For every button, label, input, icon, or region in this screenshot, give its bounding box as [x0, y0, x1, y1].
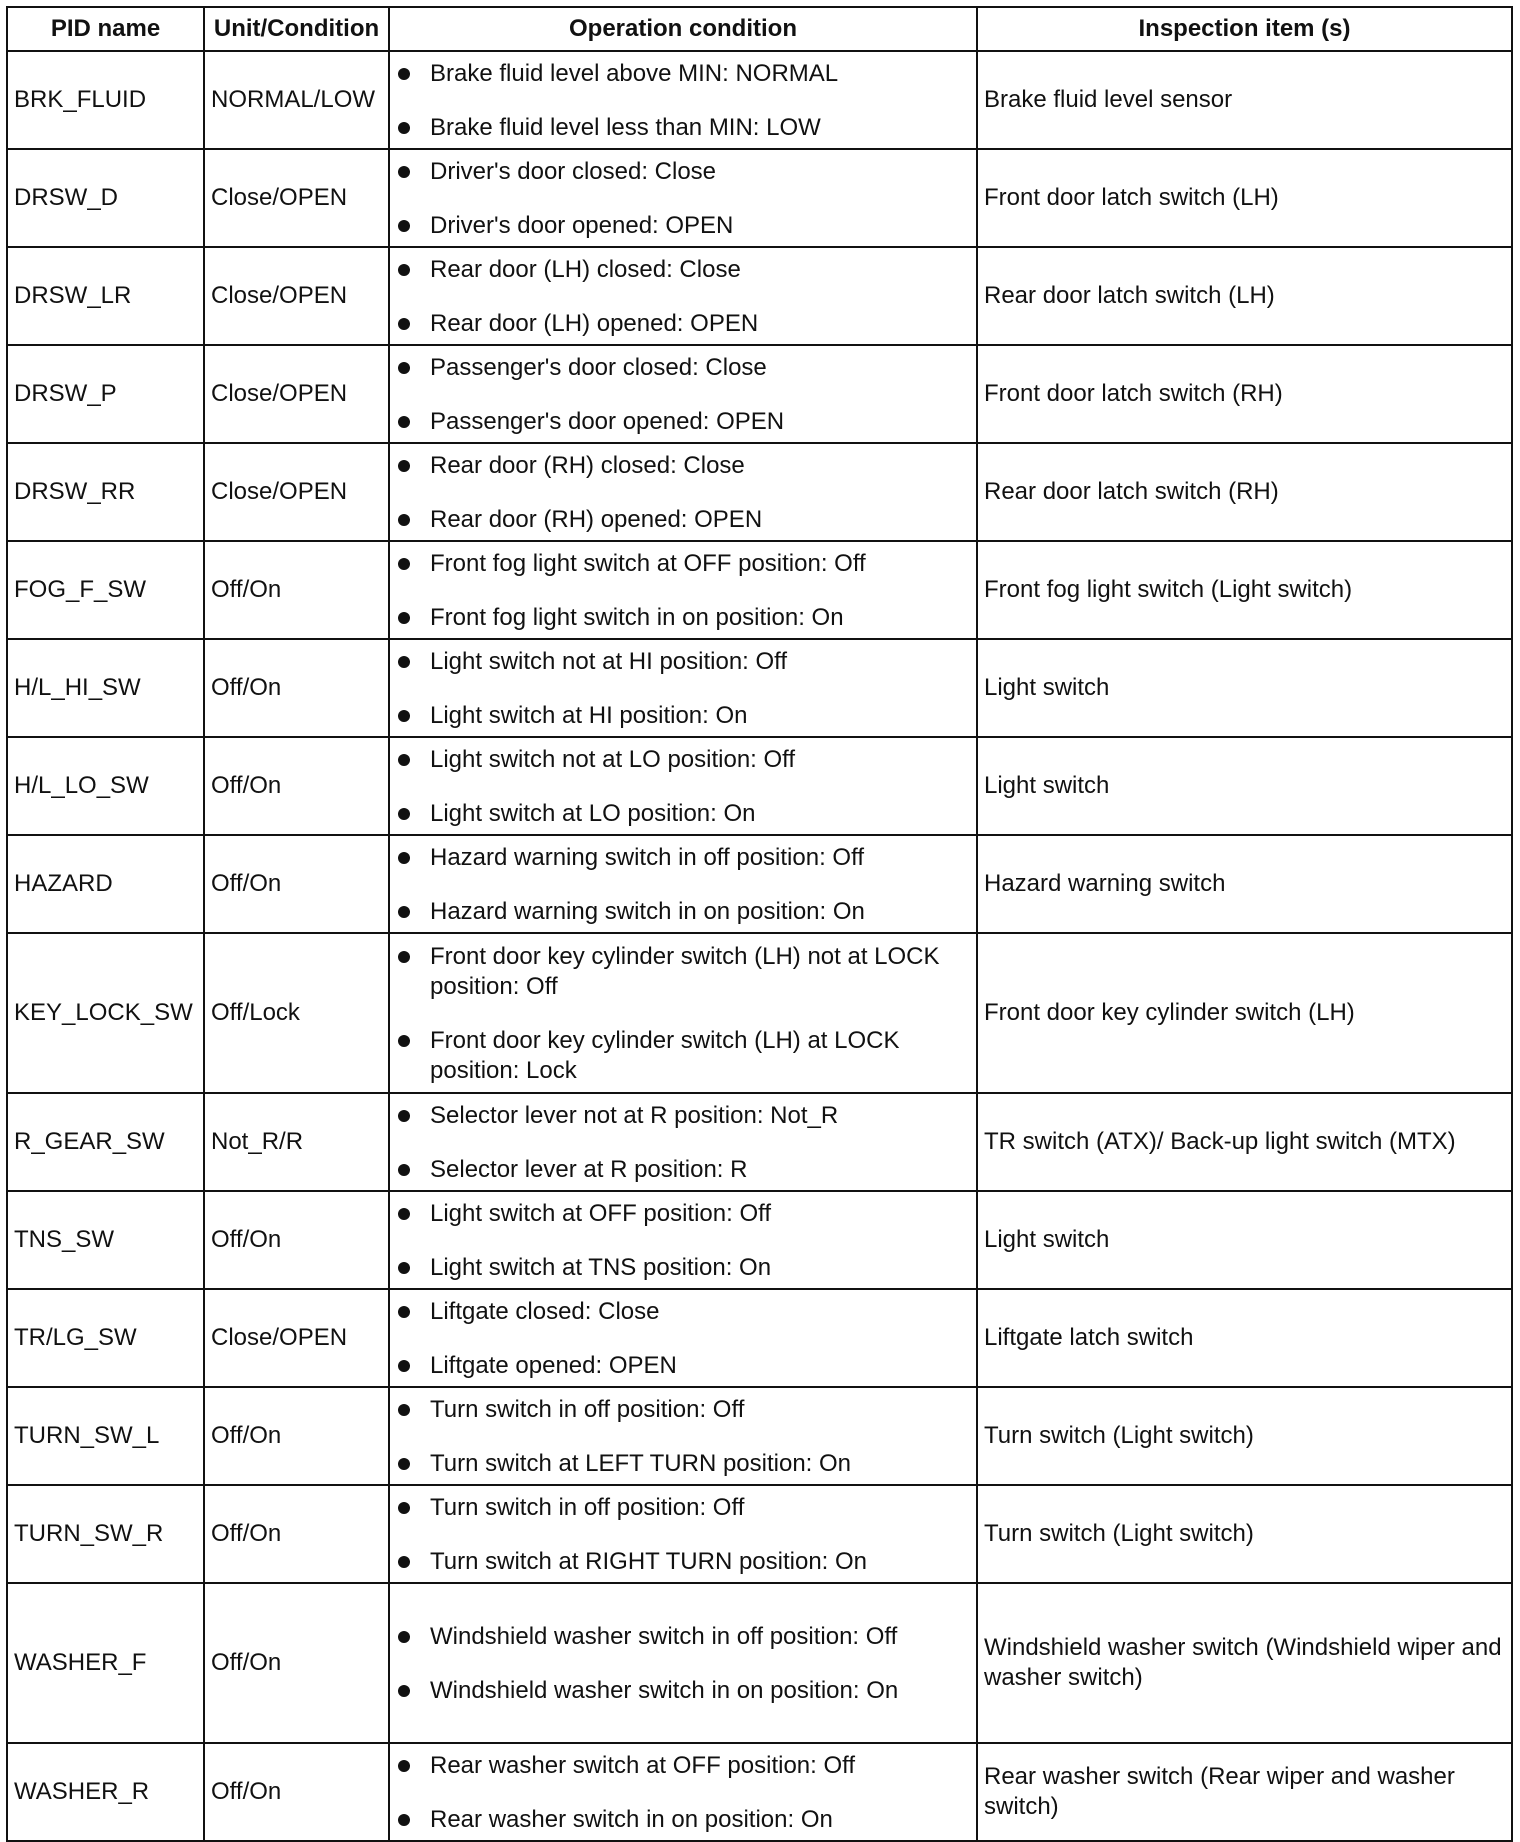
unit-condition-cell: Not_R/R	[204, 1093, 389, 1191]
unit-condition-cell: Off/On	[204, 541, 389, 639]
table-row	[7, 1387, 1512, 1485]
condition-item: Front fog light switch at OFF position: Off	[430, 549, 970, 579]
header-row	[7, 7, 1512, 51]
pid-name-cell: DRSW_LR	[7, 247, 204, 345]
condition-list	[430, 549, 970, 633]
unit-condition-cell: Close/OPEN	[204, 149, 389, 247]
condition-item: Rear door (RH) opened: OPEN	[430, 505, 970, 535]
table-row	[7, 51, 1512, 149]
pid-name-cell: WASHER_R	[7, 1743, 204, 1841]
unit-condition-cell: Off/On	[204, 1583, 389, 1743]
unit-condition-cell: Off/On	[204, 737, 389, 835]
condition-item: Light switch not at HI position: Off	[430, 647, 970, 677]
condition-list	[430, 745, 970, 829]
condition-item: Hazard warning switch in on position: On	[430, 897, 970, 927]
inspection-item-cell: Turn switch (Light switch)	[977, 1387, 1512, 1485]
inspection-item-cell: Windshield washer switch (Windshield wiper and washer switch)	[977, 1583, 1512, 1743]
table-row	[7, 247, 1512, 345]
operation-condition-cell	[389, 933, 977, 1093]
pid-name-cell: KEY_LOCK_SW	[7, 933, 204, 1093]
table-row	[7, 1289, 1512, 1387]
unit-condition-cell: Close/OPEN	[204, 1289, 389, 1387]
unit-condition-cell: Off/On	[204, 1387, 389, 1485]
condition-list	[430, 59, 970, 143]
operation-condition-cell	[389, 1289, 977, 1387]
condition-item: Light switch at LO position: On	[430, 799, 970, 829]
condition-list	[430, 451, 970, 535]
condition-item: Rear washer switch in on position: On	[430, 1805, 970, 1835]
inspection-item-cell: Front fog light switch (Light switch)	[977, 541, 1512, 639]
condition-item: Turn switch in off position: Off	[430, 1395, 970, 1425]
header-inspection-items: Inspection item (s)	[977, 7, 1512, 51]
inspection-item-cell: TR switch (ATX)/ Back-up light switch (MTX)	[977, 1093, 1512, 1191]
condition-item: Rear washer switch at OFF position: Off	[430, 1751, 970, 1781]
table-row	[7, 933, 1512, 1093]
condition-item: Windshield washer switch in on position: On	[430, 1676, 970, 1706]
table-row	[7, 737, 1512, 835]
condition-list	[430, 255, 970, 339]
table-row	[7, 1485, 1512, 1583]
inspection-item-cell: Hazard warning switch	[977, 835, 1512, 933]
condition-item: Passenger's door closed: Close	[430, 353, 970, 383]
table-row	[7, 149, 1512, 247]
pid-name-cell: TNS_SW	[7, 1191, 204, 1289]
condition-item: Turn switch in off position: Off	[430, 1493, 970, 1523]
unit-condition-cell: Close/OPEN	[204, 345, 389, 443]
condition-item: Rear door (LH) closed: Close	[430, 255, 970, 285]
condition-item: Turn switch at LEFT TURN position: On	[430, 1449, 970, 1479]
unit-condition-cell: Close/OPEN	[204, 443, 389, 541]
pid-name-cell: HAZARD	[7, 835, 204, 933]
pid-name-cell: FOG_F_SW	[7, 541, 204, 639]
condition-item: Liftgate opened: OPEN	[430, 1351, 970, 1381]
table-row	[7, 1191, 1512, 1289]
unit-condition-cell: Off/On	[204, 1485, 389, 1583]
operation-condition-cell	[389, 1093, 977, 1191]
table-row	[7, 443, 1512, 541]
unit-condition-cell: Off/On	[204, 639, 389, 737]
inspection-item-cell: Front door key cylinder switch (LH)	[977, 933, 1512, 1093]
inspection-item-cell: Front door latch switch (RH)	[977, 345, 1512, 443]
table-row	[7, 541, 1512, 639]
condition-item: Front door key cylinder switch (LH) at LOCK position: Lock	[430, 1026, 970, 1086]
operation-condition-cell	[389, 1743, 977, 1841]
operation-condition-cell	[389, 1191, 977, 1289]
pid-name-cell: TURN_SW_R	[7, 1485, 204, 1583]
table-row	[7, 1093, 1512, 1191]
operation-condition-cell	[389, 835, 977, 933]
inspection-item-cell: Rear door latch switch (RH)	[977, 443, 1512, 541]
condition-item: Turn switch at RIGHT TURN position: On	[430, 1547, 970, 1577]
condition-list	[430, 1199, 970, 1283]
inspection-item-cell: Rear door latch switch (LH)	[977, 247, 1512, 345]
pid-name-cell: DRSW_RR	[7, 443, 204, 541]
operation-condition-cell	[389, 541, 977, 639]
inspection-item-cell: Light switch	[977, 737, 1512, 835]
condition-item: Front fog light switch in on position: On	[430, 603, 970, 633]
condition-list	[430, 157, 970, 241]
operation-condition-cell	[389, 51, 977, 149]
table-row	[7, 835, 1512, 933]
operation-condition-cell	[389, 345, 977, 443]
condition-list	[430, 1493, 970, 1577]
unit-condition-cell: Off/On	[204, 1191, 389, 1289]
unit-condition-cell: Off/On	[204, 1743, 389, 1841]
inspection-item-cell: Front door latch switch (LH)	[977, 149, 1512, 247]
condition-list	[430, 353, 970, 437]
condition-item: Selector lever at R position: R	[430, 1155, 970, 1185]
pid-name-cell: DRSW_D	[7, 149, 204, 247]
header-pid-name: PID name	[7, 7, 204, 51]
condition-item: Driver's door closed: Close	[430, 157, 970, 187]
condition-list	[430, 942, 970, 1086]
condition-item: Selector lever not at R position: Not_R	[430, 1101, 970, 1131]
condition-list	[430, 647, 970, 731]
inspection-item-cell: Liftgate latch switch	[977, 1289, 1512, 1387]
table-row	[7, 639, 1512, 737]
condition-item: Front door key cylinder switch (LH) not at LOCK position: Off	[430, 942, 970, 1002]
table-row	[7, 345, 1512, 443]
pid-name-cell: TURN_SW_L	[7, 1387, 204, 1485]
header-unit-condition: Unit/Condition	[204, 7, 389, 51]
condition-list	[430, 843, 970, 927]
operation-condition-cell	[389, 639, 977, 737]
inspection-item-cell: Turn switch (Light switch)	[977, 1485, 1512, 1583]
condition-list	[430, 1101, 970, 1185]
condition-item: Liftgate closed: Close	[430, 1297, 970, 1327]
operation-condition-cell	[389, 1583, 977, 1743]
operation-condition-cell	[389, 1485, 977, 1583]
pid-table	[6, 6, 1513, 1842]
condition-item: Light switch at OFF position: Off	[430, 1199, 970, 1229]
pid-name-cell: H/L_LO_SW	[7, 737, 204, 835]
operation-condition-cell	[389, 737, 977, 835]
inspection-item-cell: Light switch	[977, 1191, 1512, 1289]
condition-list	[430, 1622, 970, 1706]
header-operation-condition: Operation condition	[389, 7, 977, 51]
operation-condition-cell	[389, 1387, 977, 1485]
condition-item: Brake fluid level less than MIN: LOW	[430, 113, 970, 143]
condition-item: Windshield washer switch in off position: Off	[430, 1622, 970, 1652]
condition-list	[430, 1395, 970, 1479]
condition-item: Passenger's door opened: OPEN	[430, 407, 970, 437]
pid-name-cell: BRK_FLUID	[7, 51, 204, 149]
condition-item: Rear door (RH) closed: Close	[430, 451, 970, 481]
condition-item: Light switch at HI position: On	[430, 701, 970, 731]
operation-condition-cell	[389, 443, 977, 541]
operation-condition-cell	[389, 149, 977, 247]
condition-list	[430, 1297, 970, 1381]
pid-name-cell: TR/LG_SW	[7, 1289, 204, 1387]
unit-condition-cell: Off/Lock	[204, 933, 389, 1093]
unit-condition-cell: Off/On	[204, 835, 389, 933]
condition-item: Hazard warning switch in off position: Off	[430, 843, 970, 873]
pid-name-cell: H/L_HI_SW	[7, 639, 204, 737]
pid-name-cell: WASHER_F	[7, 1583, 204, 1743]
operation-condition-cell	[389, 247, 977, 345]
condition-item: Brake fluid level above MIN: NORMAL	[430, 59, 970, 89]
condition-item: Light switch not at LO position: Off	[430, 745, 970, 775]
condition-item: Driver's door opened: OPEN	[430, 211, 970, 241]
condition-list	[430, 1751, 970, 1835]
inspection-item-cell: Light switch	[977, 639, 1512, 737]
unit-condition-cell: NORMAL/LOW	[204, 51, 389, 149]
pid-name-cell: R_GEAR_SW	[7, 1093, 204, 1191]
pid-name-cell: DRSW_P	[7, 345, 204, 443]
unit-condition-cell: Close/OPEN	[204, 247, 389, 345]
inspection-item-cell: Brake fluid level sensor	[977, 51, 1512, 149]
table-row	[7, 1743, 1512, 1841]
inspection-item-cell: Rear washer switch (Rear wiper and washer switch)	[977, 1743, 1512, 1841]
condition-item: Light switch at TNS position: On	[430, 1253, 970, 1283]
table-row	[7, 1583, 1512, 1743]
condition-item: Rear door (LH) opened: OPEN	[430, 309, 970, 339]
